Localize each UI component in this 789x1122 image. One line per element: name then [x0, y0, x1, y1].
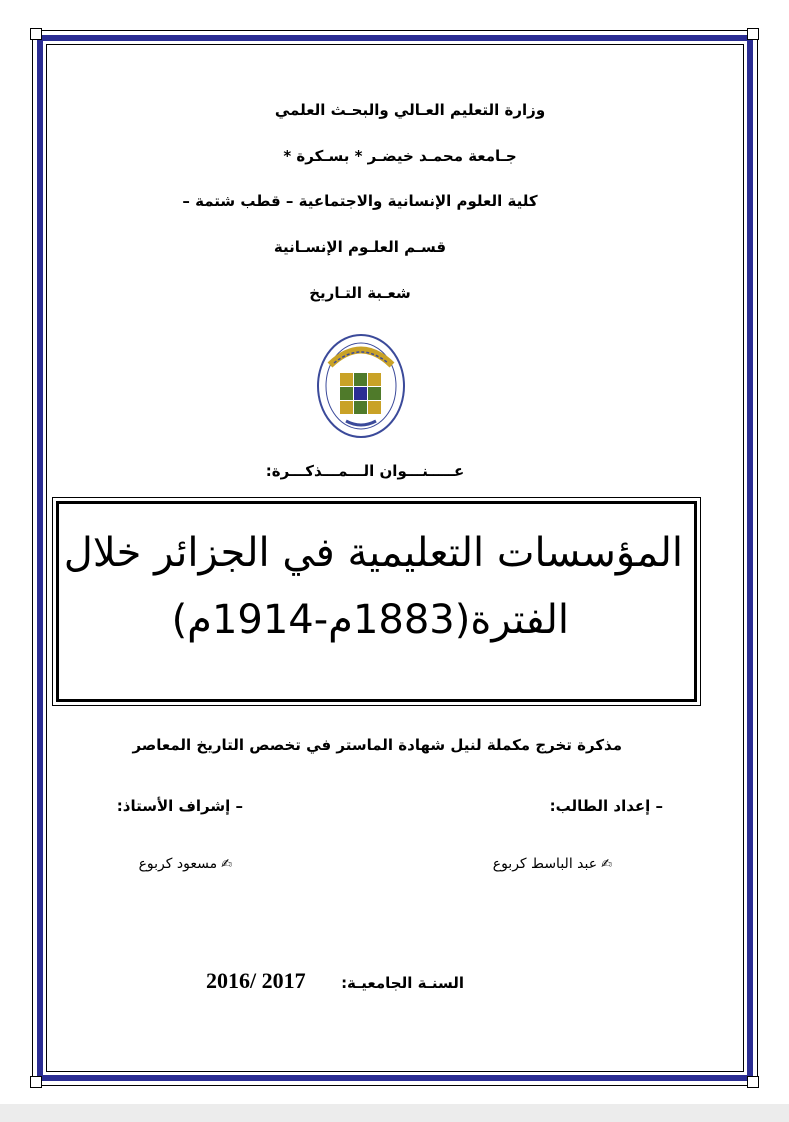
academic-year-value: 2016/ 2017 [206, 968, 306, 993]
border-corner-top-right [747, 28, 759, 40]
faculty-line: كلية العلوم الإنسانية والاجتماعية – قطب شتمة – [182, 192, 538, 210]
border-corner-bottom-left [30, 1076, 42, 1088]
ministry-line: وزارة التعليم العـالي والبحـث العلمي [274, 101, 546, 119]
division-line: شعـبة التـاريخ [309, 284, 411, 302]
pen-icon: ✍ [601, 857, 612, 872]
thesis-title-line-2-text: الفترة(1883م-1914م) [171, 597, 569, 643]
student-name-text: عبد الباسط كربوع [492, 856, 598, 872]
student-label: – إعداد الطالب: [549, 797, 663, 815]
supervisor-name-text: مسعود كربوع [138, 856, 218, 872]
university-line: جـامعة محمـد خيضـر * بسـكرة * [283, 147, 517, 165]
supervisor-label: – إشراف الأستاذ: [116, 797, 243, 815]
supervisor-name [100, 856, 232, 872]
academic-year-label: السنـة الجامعيـة: [341, 974, 464, 992]
border-corner-top-left [30, 28, 42, 40]
border-corner-bottom-right [747, 1076, 759, 1088]
department-line: قسـم العلـوم الإنسـانية [273, 238, 447, 256]
thesis-purpose: مذكرة تخرج مكملة لنيل شهادة الماستر في تخصص التاريخ المعاصر [132, 736, 622, 754]
pen-icon: ✍ [221, 857, 232, 872]
page-bottom-strip [0, 1104, 789, 1122]
university-seal-icon [316, 333, 406, 439]
student-name [440, 856, 612, 872]
thesis-title-label: عـــــنـــوان الـــمـــذكـــرة: [265, 462, 465, 480]
thesis-title-line-1: المؤسسات التعليمية في الجزائر خلال [63, 530, 683, 576]
